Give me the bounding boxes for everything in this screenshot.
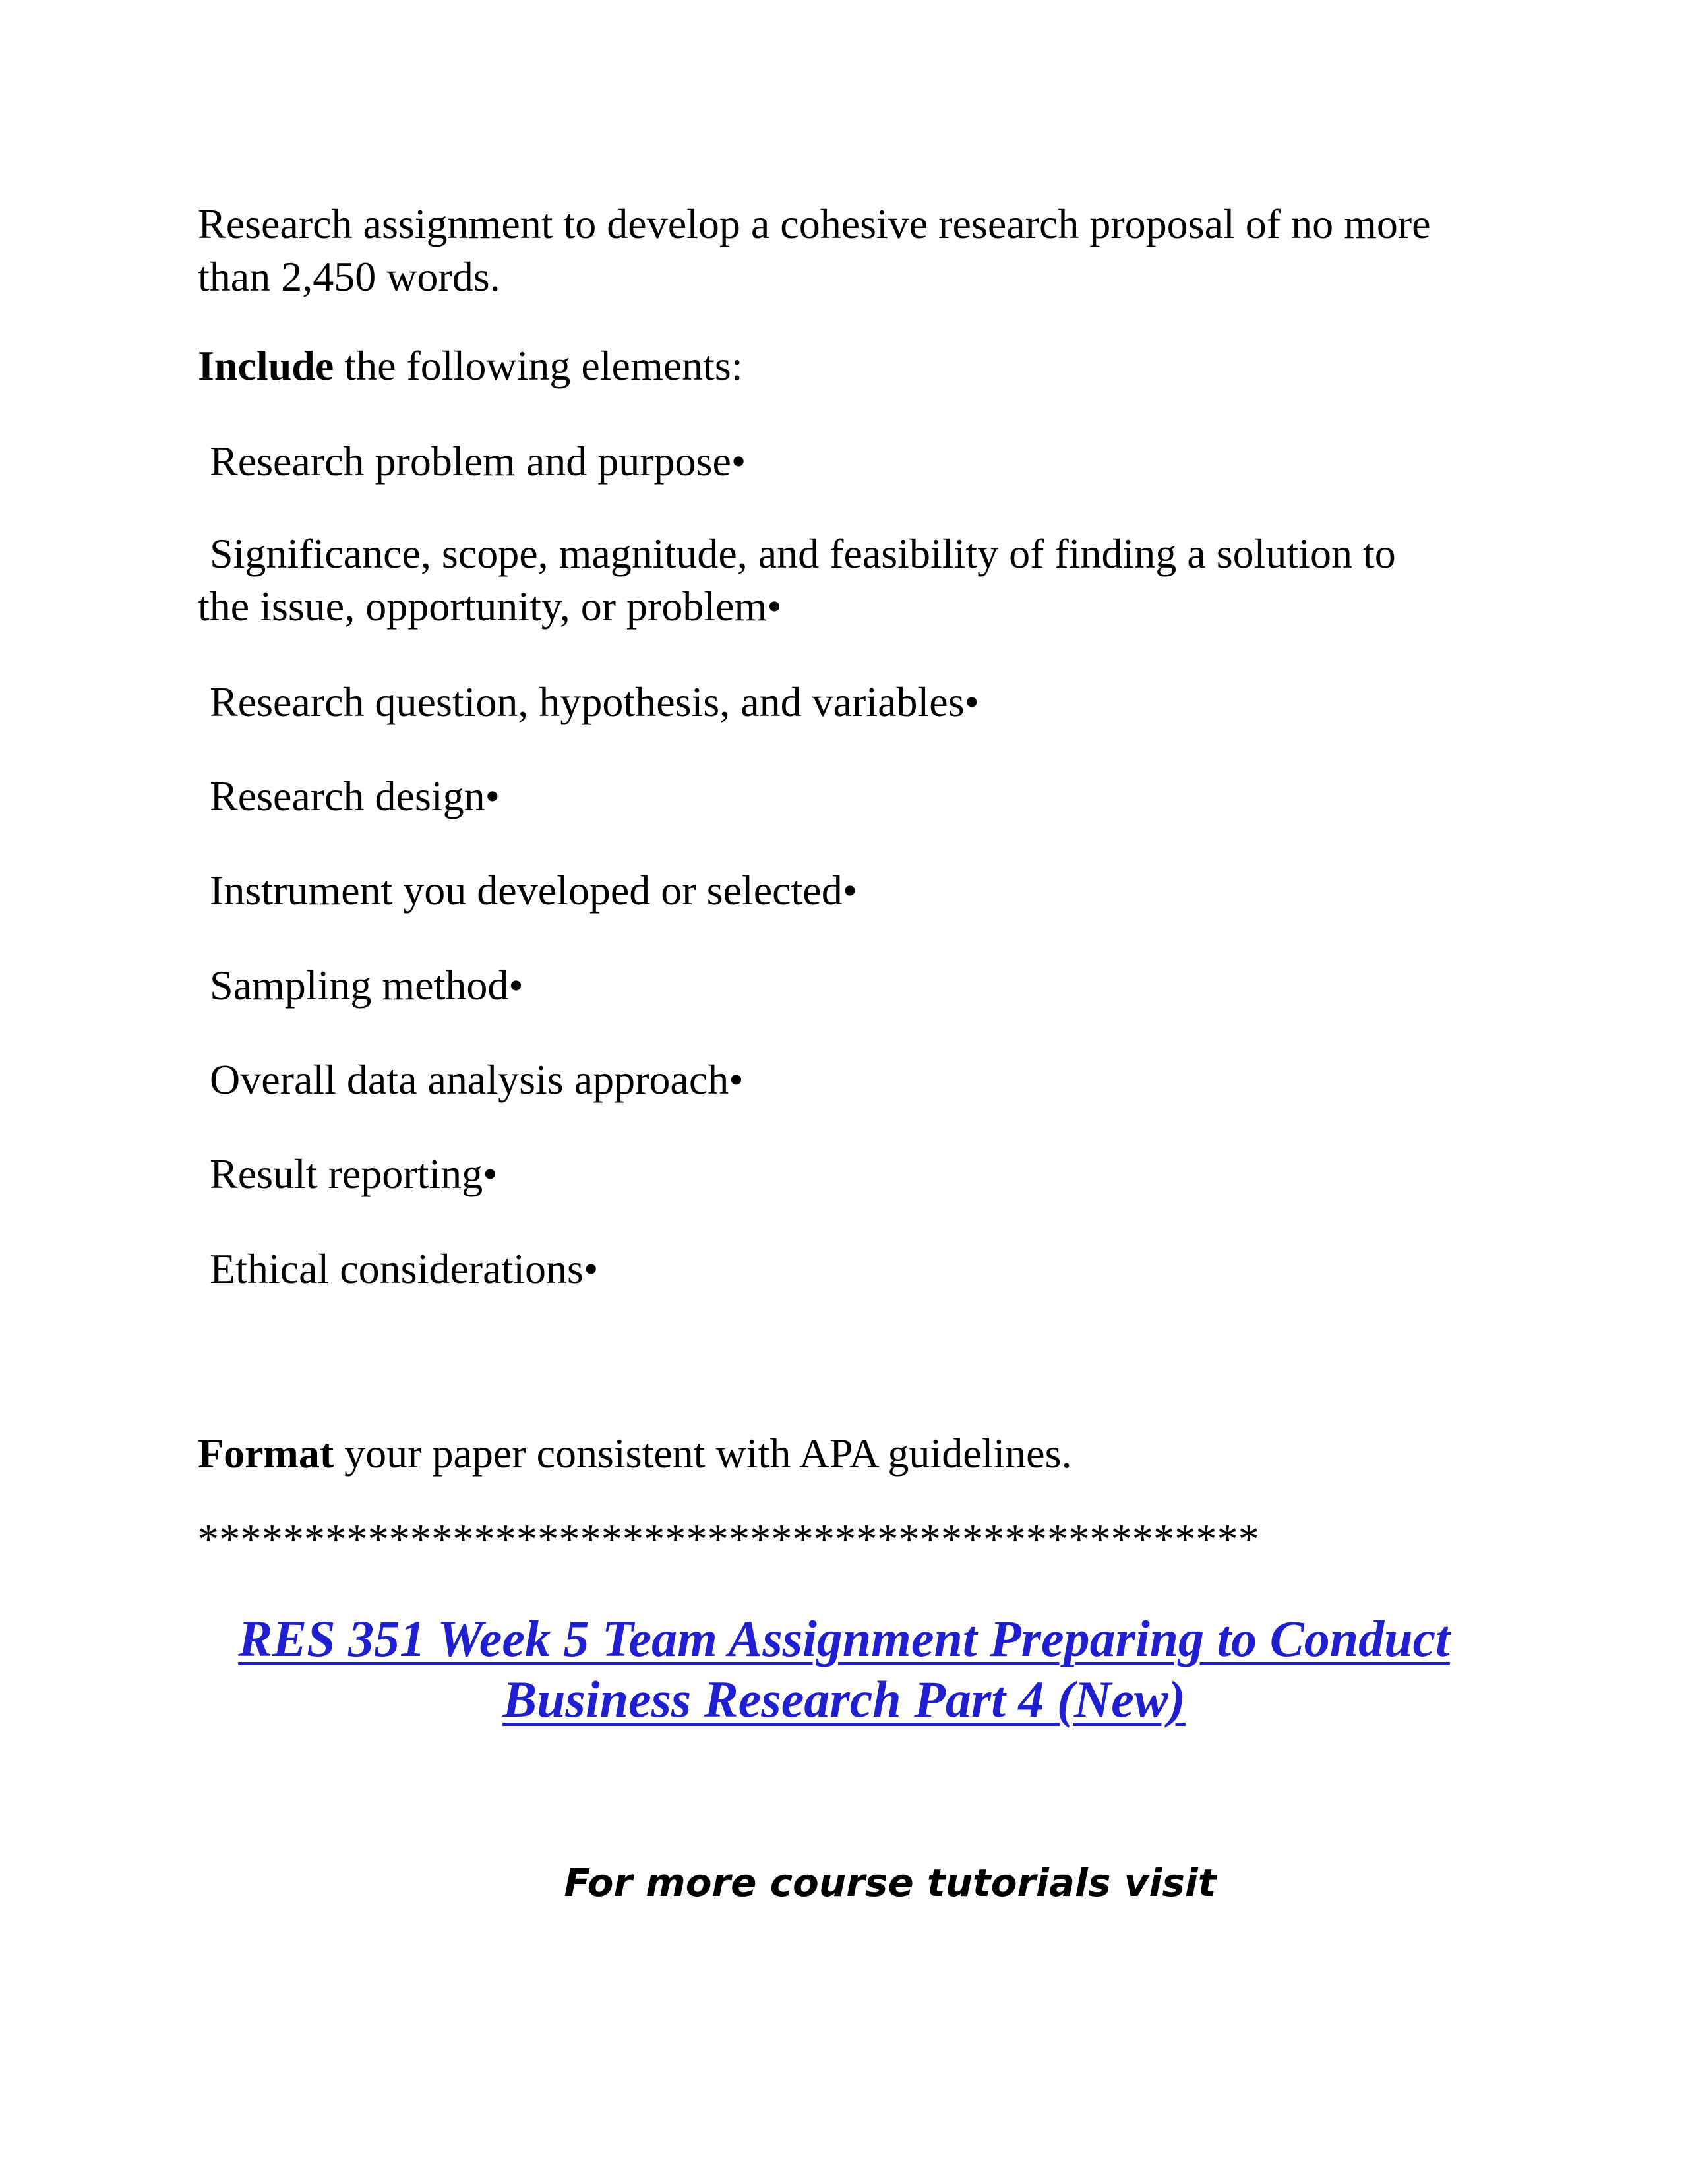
list-item xyxy=(198,864,1515,917)
include-heading xyxy=(198,339,1503,392)
list-item xyxy=(198,676,1515,728)
list-item xyxy=(198,435,1515,488)
list-item xyxy=(198,527,1503,633)
format-instruction xyxy=(198,1427,1503,1480)
course-link-line-2[interactable]: Business Research Part 4 (New) xyxy=(502,1670,1186,1728)
element-significance-line-2: the issue, opportunity, or problem• xyxy=(198,583,782,630)
element-ethical-considerations: Ethical considerations• xyxy=(210,1245,599,1292)
element-data-analysis: Overall data analysis approach• xyxy=(210,1056,744,1103)
asterisk-separator: ************************************************** xyxy=(198,1516,1259,1562)
intro-line-1: Research assignment to develop a cohesive research proposal of no more xyxy=(198,200,1431,247)
list-item xyxy=(198,1148,1515,1200)
element-research-design: Research design• xyxy=(210,773,500,819)
element-instrument: Instrument you developed or selected• xyxy=(210,867,858,914)
element-research-problem: Research problem and purpose• xyxy=(210,438,746,485)
list-item xyxy=(198,1053,1515,1106)
list-item xyxy=(198,1243,1515,1295)
element-research-question: Research question, hypothesis, and variables• xyxy=(210,678,979,725)
format-text: your paper consistent with APA guidelines. xyxy=(334,1430,1072,1477)
element-significance-line-1: Significance, scope, magnitude, and feasibility of finding a solution to xyxy=(210,530,1396,577)
course-link[interactable] xyxy=(0,1608,1688,1730)
include-label: Include xyxy=(198,342,334,389)
course-link-line-1[interactable]: RES 351 Week 5 Team Assignment Preparing to Conduct xyxy=(238,1610,1450,1667)
include-text: the following elements: xyxy=(334,342,743,389)
tutorials-footer-text: For more course tutorials visit xyxy=(564,1860,1217,1905)
element-sampling-method: Sampling method• xyxy=(210,962,524,1009)
list-item xyxy=(198,959,1515,1012)
list-item xyxy=(198,770,1515,823)
format-label: Format xyxy=(198,1430,334,1477)
element-result-reporting: Result reporting• xyxy=(210,1150,498,1197)
intro-paragraph xyxy=(198,198,1503,303)
intro-line-2: than 2,450 words. xyxy=(198,253,500,300)
